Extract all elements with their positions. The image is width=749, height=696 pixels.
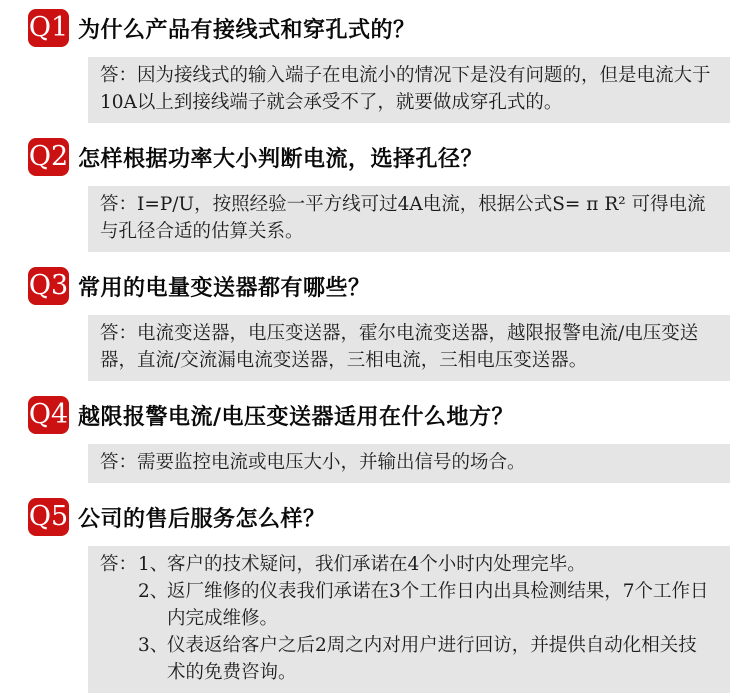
answer-body: I=P/U，按照经验一平方线可过4A电流，根据公式S= π R² 可得电流与孔径合适的估算关系。 bbox=[100, 194, 706, 242]
answer-body: 需要监控电流或电压大小，并输出信号的场合。 bbox=[137, 452, 526, 473]
list-item-text: 返厂维修的仪表我们承诺在3个工作日内出具检测结果，7个工作日内完成维修。 bbox=[167, 581, 709, 629]
question-text: 怎样根据功率大小判断电流，选择孔径？ bbox=[78, 145, 484, 172]
list-indent-spacer bbox=[100, 632, 138, 686]
answer-body: 电流变送器，电压变送器，霍尔电流变送器，越限报警电流/电压变送器，直流/交流漏电流变送器，三相电流，三相电压变送器。 bbox=[100, 323, 699, 371]
answer-list-item bbox=[100, 578, 712, 632]
question-number-badge: Q1 bbox=[28, 9, 69, 47]
answer-box bbox=[88, 57, 730, 123]
faq-item-q4 bbox=[0, 396, 749, 483]
question-number-badge: Q4 bbox=[28, 396, 69, 434]
answer-list-item bbox=[100, 632, 712, 686]
answer-list-item bbox=[100, 551, 712, 578]
question-row bbox=[28, 9, 749, 47]
answer-box bbox=[88, 546, 730, 693]
question-row bbox=[28, 498, 749, 536]
answer-text bbox=[100, 449, 712, 476]
list-marker: 1、 bbox=[138, 554, 169, 575]
question-number-badge: Q3 bbox=[28, 267, 69, 305]
question-text: 为什么产品有接线式和穿孔式的？ bbox=[78, 16, 416, 43]
answer-box bbox=[88, 444, 730, 483]
answer-box bbox=[88, 186, 730, 252]
faq-item-q3 bbox=[0, 267, 749, 381]
list-item-text: 仪表返给客户之后2周之内对用户进行回访，并提供自动化相关技术的免费咨询。 bbox=[167, 635, 697, 683]
question-text: 越限报警电流/电压变送器适用在什么地方？ bbox=[78, 403, 515, 430]
answer-prefix: 答： bbox=[100, 554, 138, 575]
question-row bbox=[28, 138, 749, 176]
list-marker: 2、 bbox=[138, 581, 169, 602]
question-row bbox=[28, 267, 749, 305]
answer-text bbox=[100, 320, 712, 374]
answer-box bbox=[88, 315, 730, 381]
list-indent-spacer bbox=[100, 578, 138, 632]
question-number-badge: Q5 bbox=[28, 498, 69, 536]
answer-prefix: 答： bbox=[100, 65, 138, 86]
answer-body: 因为接线式的输入端子在电流小的情况下是没有问题的，但是电流大于10A以上到接线端子就会承受不了，就要做成穿孔式的。 bbox=[100, 65, 711, 113]
answer-prefix: 答： bbox=[100, 452, 138, 473]
question-number-badge: Q2 bbox=[28, 138, 69, 176]
question-text: 常用的电量变送器都有哪些？ bbox=[78, 274, 371, 301]
question-row bbox=[28, 396, 749, 434]
list-marker: 3、 bbox=[138, 635, 169, 656]
list-item-text: 客户的技术疑问，我们承诺在4个小时内处理完毕。 bbox=[167, 554, 586, 575]
answer-prefix: 答： bbox=[100, 194, 138, 215]
faq-item-q2 bbox=[0, 138, 749, 252]
faq-item-q1 bbox=[0, 9, 749, 123]
question-text: 公司的售后服务怎么样？ bbox=[78, 505, 326, 532]
answer-prefix: 答： bbox=[100, 323, 138, 344]
faq-item-q5 bbox=[0, 498, 749, 693]
answer-text bbox=[100, 62, 712, 116]
answer-text bbox=[100, 191, 712, 245]
